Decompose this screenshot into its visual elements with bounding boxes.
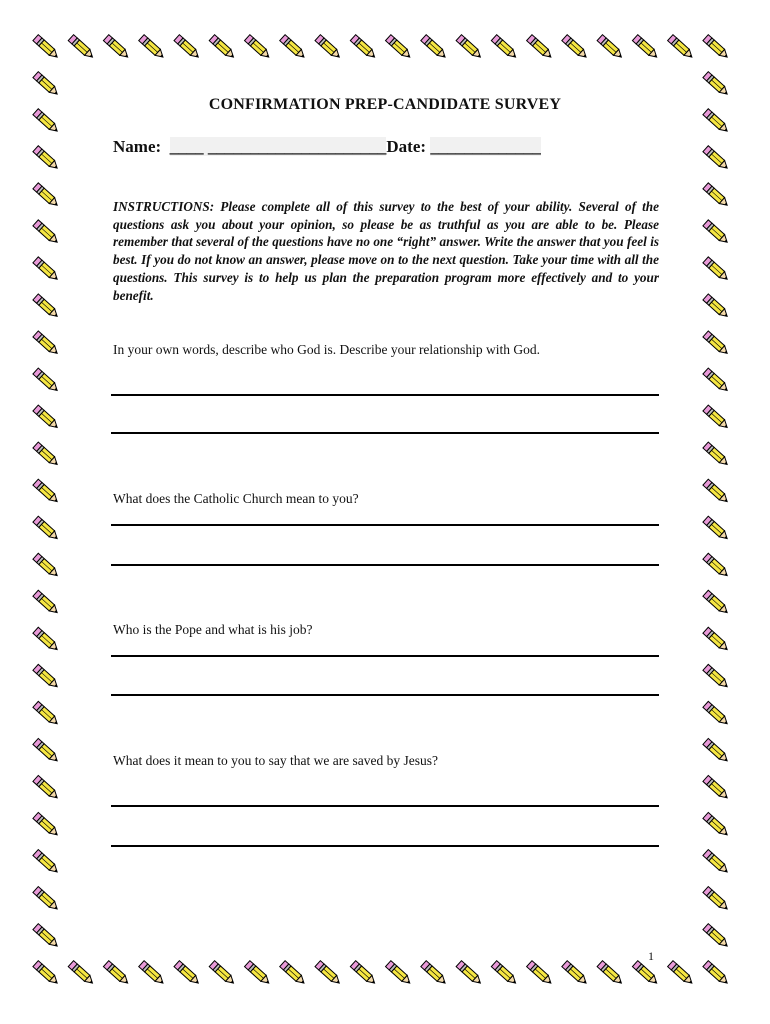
pencil-icon [703, 442, 730, 467]
page-title: CONFIRMATION PREP-CANDIDATE SURVEY [208, 96, 562, 113]
pencil-icon [597, 961, 624, 986]
pencil-icon [491, 961, 518, 986]
pencil-icon [632, 961, 659, 986]
answer-line-3b[interactable] [111, 694, 659, 696]
pencil-icon [139, 35, 166, 60]
name-date-line [113, 137, 541, 157]
pencil-icon [33, 257, 60, 282]
answer-line-2a[interactable] [111, 524, 659, 526]
pencil-icon [68, 961, 95, 986]
pencil-icon [703, 146, 730, 171]
pencil-icon [491, 35, 518, 60]
question-3: Who is the Pope and what is his job? [113, 622, 313, 637]
pencil-icon [33, 961, 60, 986]
pencil-icon [456, 961, 483, 986]
pencil-icon [350, 35, 377, 60]
pencil-icon [527, 961, 554, 986]
pencil-icon [33, 183, 60, 208]
pencil-icon [703, 701, 730, 726]
pencil-icon [174, 961, 201, 986]
pencil-icon [703, 627, 730, 652]
pencil-icon [33, 405, 60, 430]
answer-line-1a[interactable] [111, 394, 659, 396]
pencil-icon [703, 294, 730, 319]
pencil-icon [33, 553, 60, 578]
pencil-icon [33, 331, 60, 356]
pencil-icon [33, 738, 60, 763]
answer-line-1b[interactable] [111, 432, 659, 434]
pencil-icon [103, 35, 130, 60]
pencil-icon [527, 35, 554, 60]
pencil-icon [33, 479, 60, 504]
pencil-icon [703, 368, 730, 393]
pencil-icon [209, 35, 236, 60]
pencil-icon [703, 924, 730, 949]
date-field[interactable]: _____________ [430, 137, 541, 156]
pencil-icon [456, 35, 483, 60]
pencil-icon [562, 35, 589, 60]
pencil-icon [103, 961, 130, 986]
pencil-icon [703, 331, 730, 356]
pencil-icon [703, 516, 730, 541]
pencil-icon [421, 961, 448, 986]
name-label: Name: [113, 137, 162, 156]
pencil-icon [33, 146, 60, 171]
pencil-icon [33, 72, 60, 97]
pencil-icon [703, 479, 730, 504]
pencil-icon [703, 183, 730, 208]
pencil-icon [668, 961, 695, 986]
pencil-icon [33, 590, 60, 615]
answer-line-4b[interactable] [111, 845, 659, 847]
answer-line-3a[interactable] [111, 655, 659, 657]
pencil-icon [33, 775, 60, 800]
pencil-icon [315, 35, 342, 60]
pencil-icon [33, 294, 60, 319]
pencil-icon [703, 405, 730, 430]
pencil-icon [33, 368, 60, 393]
pencil-icon [703, 220, 730, 245]
pencil-icon [703, 961, 730, 986]
pencil-icon [245, 961, 272, 986]
answer-line-4a[interactable] [111, 805, 659, 807]
question-4: What does it mean to you to say that we are saved by Jesus? [113, 753, 439, 768]
pencil-icon [703, 590, 730, 615]
pencil-icon [33, 442, 60, 467]
pencil-icon [68, 35, 95, 60]
pencil-icon [245, 35, 272, 60]
pencil-icon [668, 35, 695, 60]
instructions-paragraph: INSTRUCTIONS: Please complete all of this survey to the best of your ability. Several of the questions ask you about your opinion, so please be as truthful as you are able to be. Please remember that several of the questions have no one “right” answer. Write the answer that you feel is best. If you do not know an answer, please move on to the next question. Take your time with all the questions. This survey is to help us plan the preparation program more effectively and to your benefit. [113, 199, 659, 303]
question-1: In your own words, describe who God is. Describe your relationship with God. [113, 342, 541, 357]
pencil-icon [703, 257, 730, 282]
name-field[interactable]: ____ _____________________ [169, 137, 387, 156]
pencil-icon [703, 35, 730, 60]
pencil-icon [280, 961, 307, 986]
pencil-icon [386, 961, 413, 986]
pencil-icon [597, 35, 624, 60]
pencil-icon [421, 35, 448, 60]
pencil-icon [350, 961, 377, 986]
pencil-icon [174, 35, 201, 60]
pencil-icon [33, 924, 60, 949]
pencil-icon [139, 961, 166, 986]
pencil-icon [703, 738, 730, 763]
answer-line-2b[interactable] [111, 564, 659, 566]
pencil-icon [33, 812, 60, 837]
pencil-icon [33, 220, 60, 245]
pencil-icon [703, 887, 730, 912]
pencil-icon [33, 35, 60, 60]
pencil-icon [703, 812, 730, 837]
pencil-icon [33, 850, 60, 875]
pencil-icon [33, 516, 60, 541]
page-number: 1 [648, 949, 654, 963]
pencil-icon [280, 35, 307, 60]
pencil-icon [703, 664, 730, 689]
pencil-icon [209, 961, 236, 986]
date-label: Date: [386, 137, 427, 156]
pencil-icon [386, 35, 413, 60]
pencil-icon [315, 961, 342, 986]
pencil-icon [33, 627, 60, 652]
pencil-icon [632, 35, 659, 60]
pencil-icon [703, 72, 730, 97]
pencil-icon [33, 664, 60, 689]
pencil-icon [33, 701, 60, 726]
pencil-icon [703, 850, 730, 875]
pencil-icon [703, 775, 730, 800]
question-2: What does the Catholic Church mean to you? [113, 491, 359, 506]
pencil-icon [33, 887, 60, 912]
pencil-icon [562, 961, 589, 986]
pencil-icon [703, 553, 730, 578]
